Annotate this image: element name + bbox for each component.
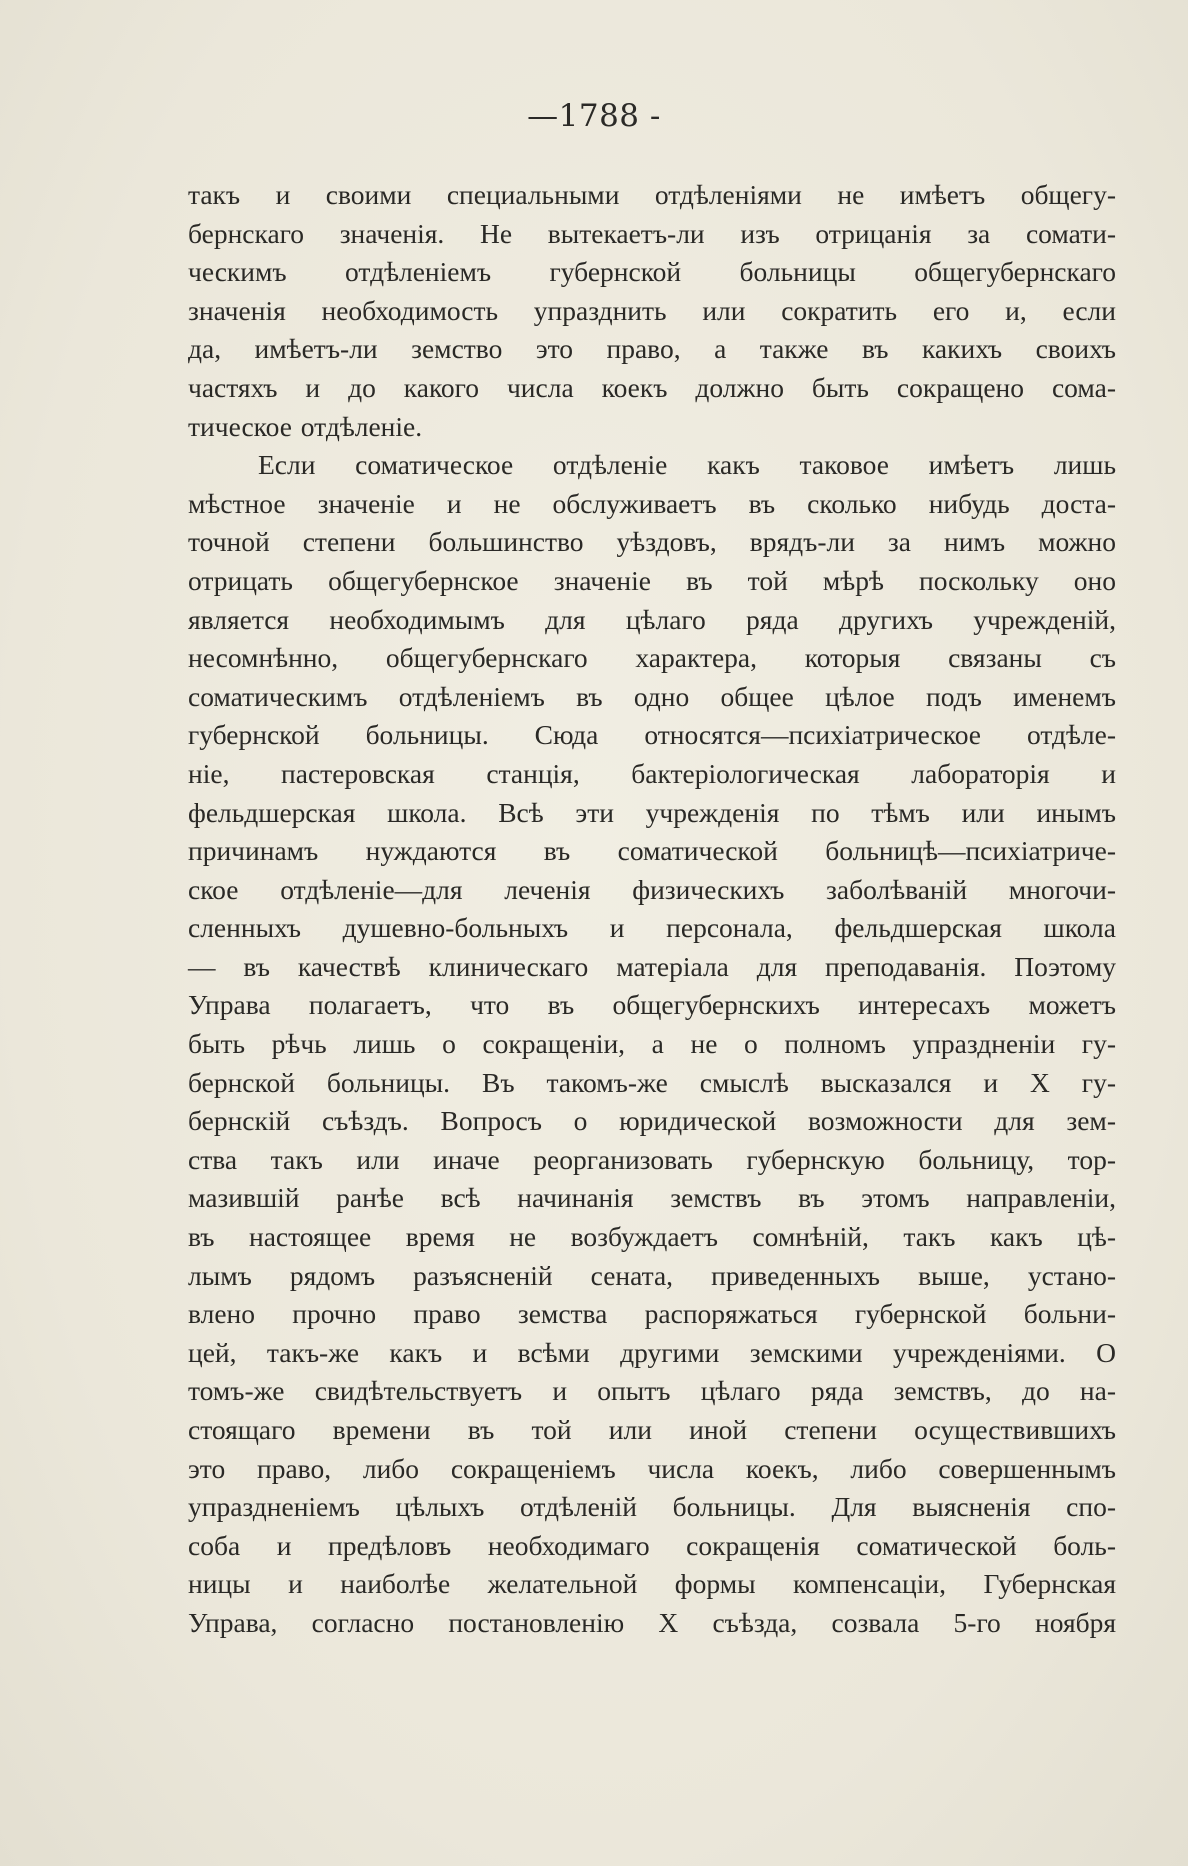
text-line: это право, либо сокращенiемъ числа коекъ, либо совершеннымъ	[188, 1452, 1116, 1484]
text-line: влено прочно право земства распоряжаться губернской больни-	[188, 1298, 1116, 1330]
text-line: да, имѣетъ-ли земство это право, а также въ какихъ своихъ	[188, 333, 1116, 365]
text-line: причинамъ нуждаются въ соматической больницѣ—психiатриче-	[188, 835, 1116, 867]
text-line: ческимъ отдѣленiемъ губернской больницы общегубернскаго	[188, 256, 1116, 288]
text-line: Управа, согласно постановленiю X съѣзда, созвала 5-го ноября	[188, 1606, 1116, 1638]
text-line: томъ-же свидѣтельствуетъ и опытъ цѣлаго ряда земствъ, до на-	[188, 1375, 1116, 1407]
text-line: Если соматическое отдѣленiе какъ таковое имѣетъ лишь	[258, 449, 1116, 481]
text-line: отрицать общегубернское значенiе въ той мѣрѣ поскольку оно	[188, 564, 1116, 596]
page-number: —1788 -	[527, 98, 661, 134]
text-line: значенiя необходимость упразднить или сократить его и, если	[188, 294, 1116, 326]
text-line: — въ качествѣ клиническаго матерiала для преподаванiя. Поэтому	[188, 950, 1116, 982]
text-line: точной степени большинство уѣздовъ, врядъ-ли за нимъ можно	[188, 526, 1116, 558]
text-line: является необходимымъ для цѣлаго ряда другихъ учрежденiй,	[188, 603, 1116, 635]
text-line: бернской больницы. Въ такомъ-же смыслѣ высказался и X гу-	[188, 1066, 1116, 1098]
body-text	[188, 176, 1116, 1643]
text-line: частяхъ и до какого числа коекъ должно быть сокращено сома-	[188, 371, 1116, 403]
text-line: несомнѣнно, общегубернскаго характера, которыя связаны съ	[188, 642, 1116, 674]
text-line: соматическимъ отдѣленiемъ въ одно общее цѣлое подъ именемъ	[188, 680, 1116, 712]
text-line: въ настоящее время не возбуждаетъ сомнѣнiй, такъ какъ цѣ-	[188, 1221, 1116, 1253]
text-line: такъ и своими специальными отдѣленiями не имѣетъ общегу-	[188, 179, 1116, 210]
text-line: упраздненiемъ цѣлыхъ отдѣленiй больницы. Для выясненiя спо-	[188, 1491, 1116, 1523]
text-line: нiе, пастеровская станцiя, бактерiологическая лабораторiя и	[188, 757, 1116, 789]
text-line: цей, такъ-же какъ и всѣми другими земскими учрежденiями. О	[188, 1336, 1116, 1368]
text-line: ское отдѣленiе—для леченiя физическихъ заболѣванiй многочи-	[188, 873, 1116, 905]
text-line: губернской больницы. Сюда относятся—психiатрическое отдѣле-	[188, 719, 1116, 751]
text-line: бернскаго значенiя. Не вытекаетъ-ли изъ отрицанiя за сомати-	[188, 217, 1116, 249]
text-line: мазившiй ранѣе всѣ начинанiя земствъ въ этомъ направленiи,	[188, 1182, 1116, 1214]
text-line: Управа полагаетъ, что въ общегубернскихъ интересахъ можетъ	[188, 989, 1116, 1021]
text-line: тическое отдѣленiе.	[188, 410, 423, 442]
text-line: бернскiй съѣздъ. Вопросъ о юридической возможности для зем-	[188, 1105, 1116, 1137]
text-line: соба и предѣловъ необходимаго сокращенiя соматической боль-	[188, 1529, 1116, 1561]
text-line: сленныхъ душевно-больныхъ и персонала, фельдшерская школа	[188, 912, 1116, 944]
text-line: фельдшерская школа. Всѣ эти учрежденiя по тѣмъ или инымъ	[188, 796, 1116, 828]
text-line: ницы и наиболѣе желательной формы компенсацiи, Губернская	[188, 1568, 1116, 1600]
text-line: лымъ рядомъ разъясненiй сената, приведенныхъ выше, устано-	[188, 1259, 1116, 1291]
text-line: мѣстное значенiе и не обслуживаетъ въ сколько нибудь доста-	[188, 487, 1116, 519]
text-line: ства такъ или иначе реорганизовать губернскую больницу, тор-	[188, 1143, 1116, 1175]
text-line: стоящаго времени въ той или иной степени осуществившихъ	[188, 1414, 1116, 1445]
text-line: быть рѣчь лишь о сокращенiи, а не о полномъ упраздненiи гу-	[188, 1028, 1116, 1060]
